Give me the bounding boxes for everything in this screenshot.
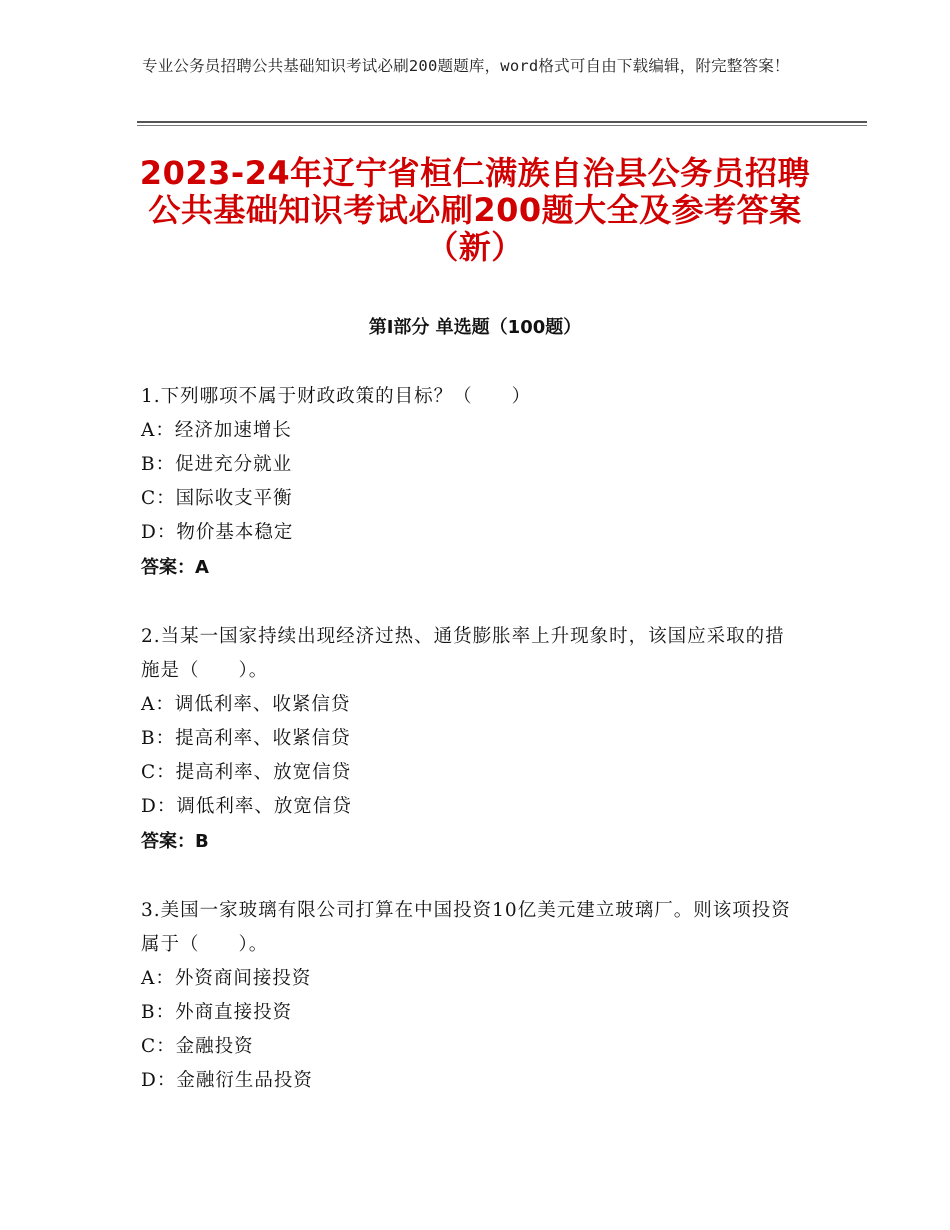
option-d: D：金融衍生品投资 — [141, 1070, 313, 1091]
question-list — [141, 380, 801, 1132]
header-divider — [137, 121, 867, 123]
option-b: B：外商直接投资 — [141, 1002, 293, 1023]
question-3 — [141, 894, 801, 1098]
question-stem: 3.美国一家玻璃有限公司打算在中国投资10亿美元建立玻璃厂。则该项投资属于（ ）。 — [141, 900, 791, 955]
header-note: 专业公务员招聘公共基础知识考试必刷200题题库，word格式可自由下载编辑，附完整答案！ — [142, 57, 790, 75]
answer: 答案：A — [141, 557, 209, 578]
question-1 — [141, 380, 801, 586]
option-c: C：金融投资 — [141, 1036, 254, 1057]
document-title: 2023-24年辽宁省桓仁满族自治县公务员招聘公共基础知识考试必刷200题大全及参考答案（新） — [139, 154, 811, 266]
option-a: A：经济加速增长 — [141, 420, 292, 441]
option-b: B：促进充分就业 — [141, 454, 293, 475]
section-title: 第Ⅰ部分 单选题（100题） — [368, 317, 582, 338]
option-c: C：提高利率、放宽信贷 — [141, 762, 352, 783]
answer: 答案：B — [141, 831, 209, 852]
option-c: C：国际收支平衡 — [141, 488, 293, 509]
option-d: D：物价基本稳定 — [141, 522, 294, 543]
option-a: A：调低利率、收紧信贷 — [141, 694, 351, 715]
option-a: A：外资商间接投资 — [141, 968, 312, 989]
option-d: D：调低利率、放宽信贷 — [141, 796, 352, 817]
option-b: B：提高利率、收紧信贷 — [141, 728, 351, 749]
header-divider-thin — [137, 125, 867, 126]
question-2 — [141, 620, 801, 860]
question-stem: 1.下列哪项不属于财政政策的目标？（ ） — [141, 386, 532, 407]
question-stem: 2.当某一国家持续出现经济过热、通货膨胀率上升现象时，该国应采取的措施是（ ）。 — [141, 626, 785, 681]
